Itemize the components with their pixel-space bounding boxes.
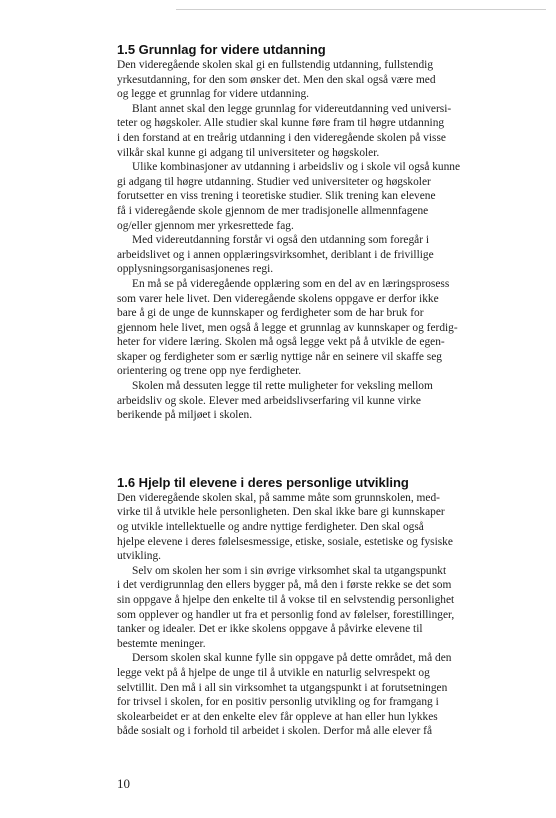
text-line: skaper og ferdigheter som er særlig nyttige når en seinere vil skaffe seg [117,350,442,363]
page-content [117,42,527,739]
text-line: heter for videre læring. Skolen må også legge vekt på å utvikle de egen- [117,336,445,349]
text-line: Den videregående skolen skal gi en fullstendig utdanning, fullstendig [117,59,434,71]
text-line: gjennom hele livet, men også å legge et grunnlag av kunnskaper og ferdig- [117,321,458,334]
text-line: berikende på miljøet i skolen. [117,409,253,422]
text-line: og legge et grunnlag for videre utdanning. [117,88,309,101]
text-line: for trivsel i skolen, for en positiv personlig utvikling og for framgang i [117,696,439,709]
text-line: bestemte meninger. [117,637,206,650]
text-line: Skolen må dessuten legge til rette muligheter for veksling mellom [132,380,433,393]
text-line: arbeidslivet og i annen opplæringsvirksomhet, deriblant i de frivillige [117,248,434,261]
section-heading-1-6: 1.6 Hjelp til elevene i deres personlige utvikling [117,474,409,490]
text-line: Med videreutdanning forstår vi også den utdanning som foregår i [132,234,430,247]
text-line: bare å gi de unge de kunnskaper og ferdigheter som de har bruk for [117,307,424,320]
text-line: utvikling. [117,550,161,563]
text-line: og utvikle intellektuelle og andre nyttige ferdigheter. Den skal også [117,521,424,534]
section-body-1-5 [117,58,527,423]
text-line: Ulike kombinasjoner av utdanning i arbeidsliv og i skole vil også kunne [132,161,461,174]
text-line: arbeidsliv og skole. Elever med arbeidslivserfaring vil kunne virke [117,394,421,407]
text-line: både sosialt og i forhold til arbeidet i skolen. Derfor må alle elever få [117,725,433,738]
section-heading-1-5: 1.5 Grunnlag for videre utdanning [117,42,326,57]
text-line: teter og høgskoler. Alle studier skal kunne føre fram til høgre utdanning [117,117,445,130]
text-line: som opplever og handler ut fra et personlig fond av følelser, forestillinger, [117,608,455,621]
text-line: i den forstand at en treårig utdanning i den videregående skolen på visse [117,131,446,144]
text-line: yrkesutdanning, for den som ønsker det. Men den skal også være med [117,73,436,86]
top-rule [176,9,546,10]
text-line: opplysningsorganisasjonenes regi. [117,263,274,276]
text-line: vilkår skal kunne gi adgang til universiteter og høgskoler. [117,146,380,159]
text-line: legge vekt på å hjelpe de unge til å utvikle en naturlig selvrespekt og [117,666,430,679]
text-line: og/eller gjennom mer yrkesrettede fag. [117,219,294,232]
text-line: sin oppgave å hjelpe den enkelte til å vokse til en selvstendig personlighet [117,594,455,606]
text-line: En må se på videregående opplæring som en del av en læringsprosess [132,277,450,290]
text-line: som varer hele livet. Den videregående skolens oppgave er derfor ikke [117,292,439,305]
text-line: virke til å utvikle hele personligheten. Den skal ikke bare gi kunnskaper [117,506,445,519]
text-line: forutsetter en viss trening i teoretiske studier. Slik trening kan elevene [117,190,436,203]
text-line: Blant annet skal den legge grunnlag for videreutdanning ved universi- [132,102,452,115]
text-line: få i videregående skole gjennom de mer tradisjonelle allmennfagene [117,204,429,217]
text-line: gi adgang til høgre utdanning. Studier ved universiteter og høgskoler [117,175,431,188]
text-line: selvtillit. Den må i all sin virksomhet ta utgangspunkt i at forutsetningen [117,681,448,694]
text-line: hjelpe elevene i deres følelsesmessige, etiske, sosiale, estetiske og fysiske [117,535,453,548]
text-line: Den videregående skolen skal, på samme måte som grunnskolen, med- [117,491,440,504]
text-line: tanker og idealer. Det er ikke skolens oppgave å påvirke elevene til [117,623,423,636]
text-line: Selv om skolen her som i sin øvrige virksomhet skal ta utgangspunkt [132,564,447,577]
text-line: Dersom skolen skal kunne fylle sin oppgave på dette området, må den [132,652,452,665]
page-number: 10 [117,776,130,791]
text-line: orientering og trene opp nye ferdigheter. [117,365,302,378]
text-line: i det verdigrunnlag den ellers bygger på, må den i første rekke se det som [117,579,452,592]
text-line: skolearbeidet er at den enkelte elev får oppleve at han eller hun lykkes [117,710,438,723]
section-body-1-6 [117,491,527,739]
